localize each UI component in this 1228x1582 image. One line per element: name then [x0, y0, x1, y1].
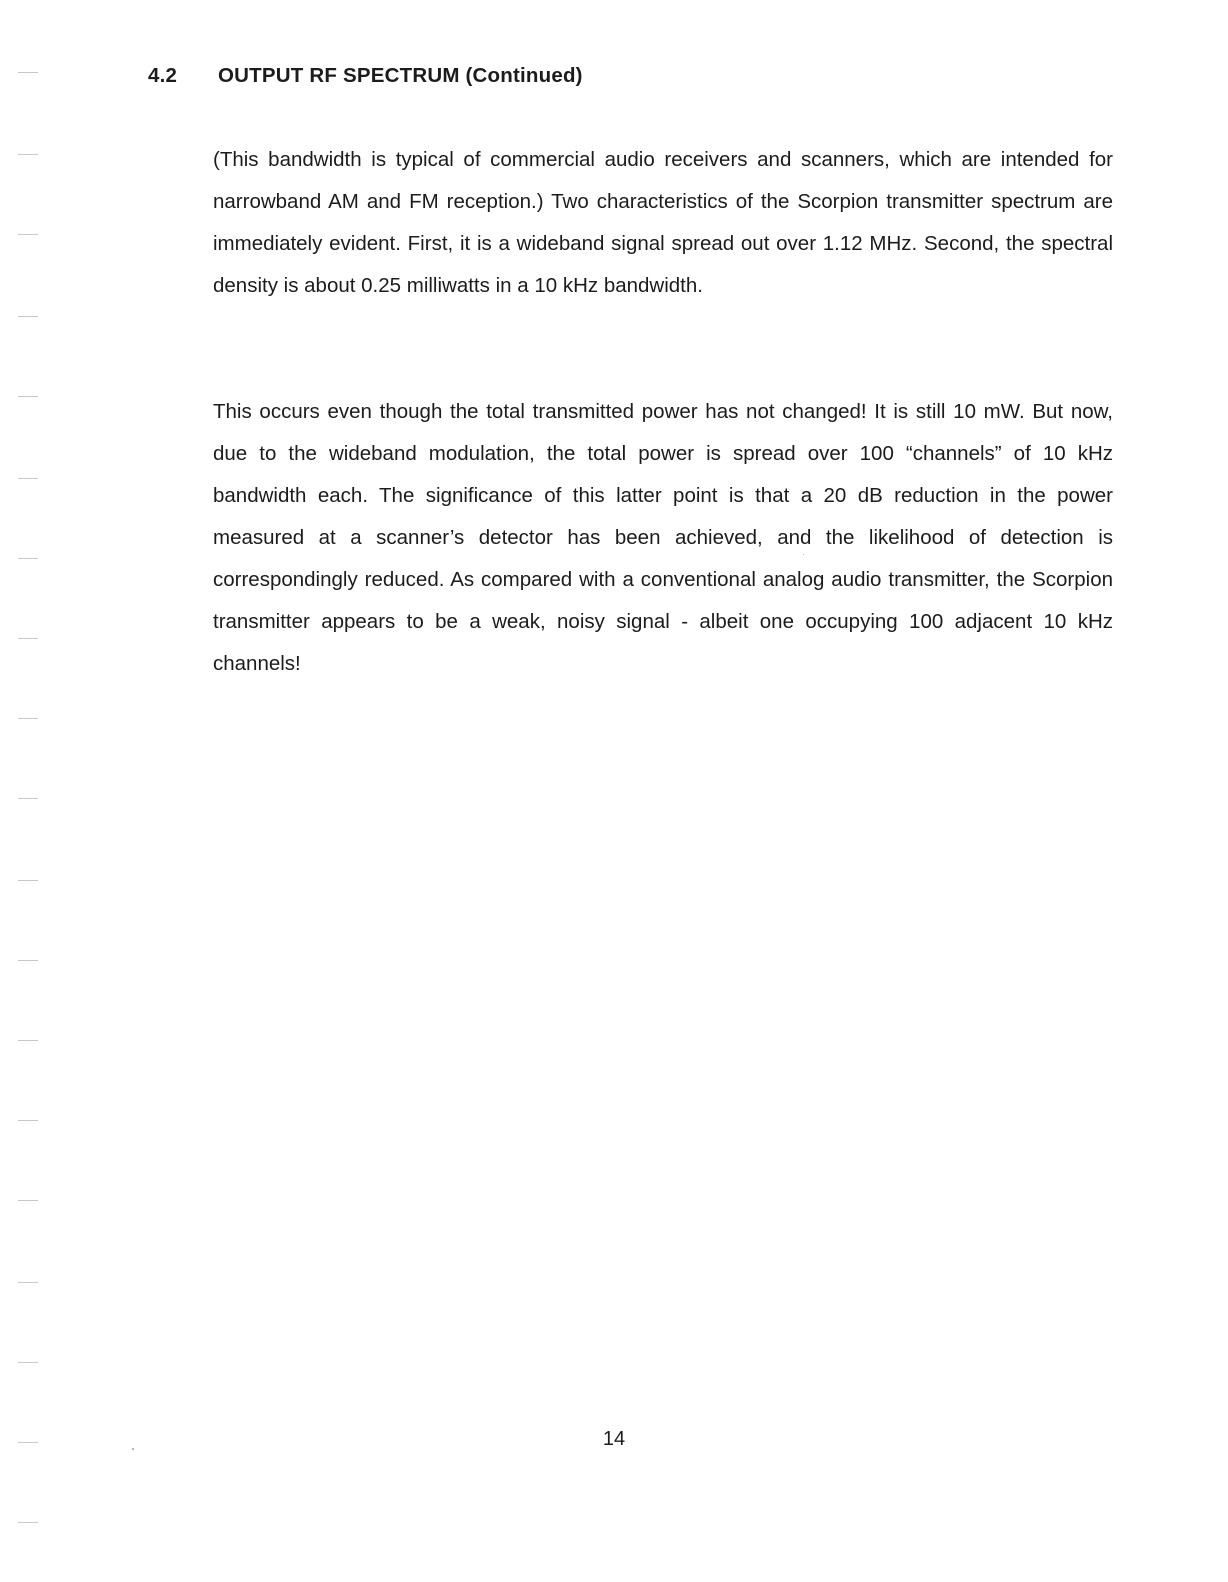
scan-edge-marks: [18, 70, 40, 1530]
scan-speck: [132, 1448, 134, 1450]
page-number: 14: [602, 1428, 626, 1450]
scan-speck: [803, 554, 804, 555]
paragraph: This occurs even though the total transmitted power has not changed! It is still 10 mW. But now, due to the wideband modulation, the total power is spread over 100 “channels” of 10 kHz bandwidth each. The significance of this latter point is that a 20 dB reduction in the power measured at a scanner’s detector has been achieved, and the likelihood of detection is correspondingly reduced. As compared with a conventional analog audio transmitter, the Scorpion transmitter appears to be a weak, noisy signal - albeit one occupying 100 adjacent 10 kHz channels!: [213, 400, 1113, 675]
section-title: OUTPUT RF SPECTRUM (Continued): [218, 64, 583, 87]
section-heading: [148, 64, 583, 88]
section-number: 4.2: [148, 64, 178, 87]
paragraph: (This bandwidth is typical of commercial audio receivers and scanners, which are intended for narrowband AM and FM reception.) Two characteristics of the Scorpion transmitter spectrum are immediately evident. First, it is a wideband signal spread out over 1.12 MHz. Second, the spectral density is about 0.25 milliwatts in a 10 kHz bandwidth.: [213, 148, 1113, 297]
